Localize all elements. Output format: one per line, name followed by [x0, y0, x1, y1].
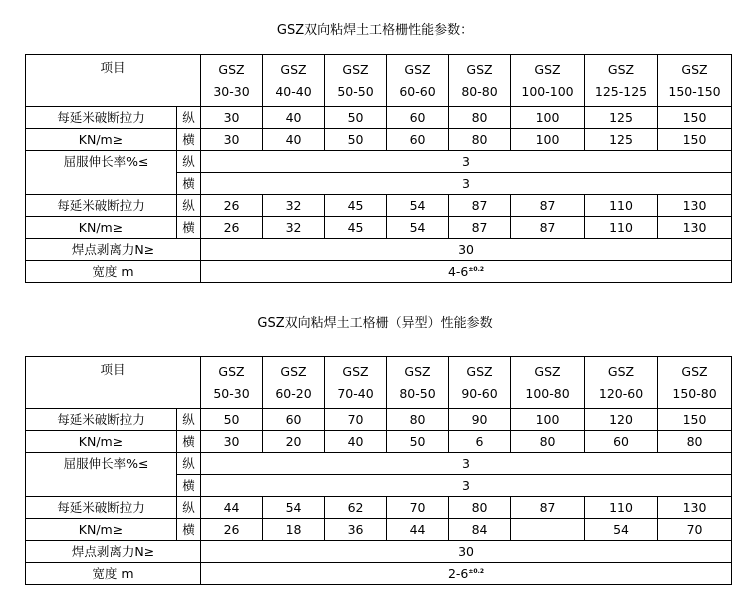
- dir-transverse: 横: [177, 475, 201, 497]
- table-cell: 54: [387, 195, 449, 217]
- dir-transverse: 横: [177, 217, 201, 239]
- model-header: GSZ 70-40: [325, 357, 387, 409]
- table-cell: 125: [585, 107, 658, 129]
- table-cell: 70: [325, 409, 387, 431]
- table-cell: 3: [201, 173, 732, 195]
- item-header: 项目: [26, 55, 201, 107]
- table1-title: GSZ双向粘焊土工格栅性能参数：: [276, 23, 474, 38]
- table-cell: 54: [263, 497, 325, 519]
- header-row: [26, 357, 732, 409]
- table-cell: 40: [263, 129, 325, 151]
- width-label: 宽度 m: [26, 563, 201, 585]
- table-cell: 80: [449, 497, 511, 519]
- table-cell: 30: [201, 107, 263, 129]
- table-row: [26, 409, 732, 431]
- tensile-label-line1: 每延米破断拉力: [26, 107, 177, 129]
- table-cell: 32: [263, 217, 325, 239]
- tolerance-superscript: ±0.2: [468, 266, 485, 273]
- table-cell: 100: [511, 129, 585, 151]
- model-header: GSZ 80-50: [387, 357, 449, 409]
- table-cell: 120: [585, 409, 658, 431]
- table-cell: 50: [201, 409, 263, 431]
- model-header: GSZ 80-80: [449, 55, 511, 107]
- table-cell: 100: [511, 409, 585, 431]
- table-cell: 50: [325, 107, 387, 129]
- yield-label: 屈服伸长率%≤: [26, 453, 177, 497]
- model-header: GSZ 100-100: [511, 55, 585, 107]
- table-row: [26, 129, 732, 151]
- spec-table-2: [25, 356, 732, 585]
- table-cell: 87: [511, 217, 585, 239]
- table-cell: 3: [201, 475, 732, 497]
- table-row: [26, 541, 732, 563]
- table-row: [26, 497, 732, 519]
- peel-label: 焊点剥离力N≥: [26, 239, 201, 261]
- table-cell: 60: [263, 409, 325, 431]
- table-cell: 32: [263, 195, 325, 217]
- tensile-label-line2: KN/m≥: [26, 217, 177, 239]
- table-row: [26, 195, 732, 217]
- table-cell: 130: [658, 217, 732, 239]
- dir-longitudinal: 纵: [177, 195, 201, 217]
- table-cell: 130: [658, 195, 732, 217]
- dir-longitudinal: 纵: [177, 497, 201, 519]
- table-cell: 30: [201, 129, 263, 151]
- model-header: GSZ 60-20: [263, 357, 325, 409]
- table-cell: 3: [201, 151, 732, 173]
- dir-transverse: 横: [177, 431, 201, 453]
- spec-table-1: [25, 54, 732, 283]
- table-cell: 80: [449, 129, 511, 151]
- model-header: GSZ 100-80: [511, 357, 585, 409]
- table-cell: 150: [658, 107, 732, 129]
- table-cell: 125: [585, 129, 658, 151]
- tensile-label-line2: KN/m≥: [26, 519, 177, 541]
- table-cell: 110: [585, 217, 658, 239]
- model-header: GSZ 30-30: [201, 55, 263, 107]
- table-row: [26, 107, 732, 129]
- tensile-label-line2: KN/m≥: [26, 129, 177, 151]
- table-cell: 110: [585, 195, 658, 217]
- table-cell: 54: [387, 217, 449, 239]
- width-label: 宽度 m: [26, 261, 201, 283]
- table-cell: 87: [511, 195, 585, 217]
- table-cell: 3: [201, 453, 732, 475]
- table-cell: 100: [511, 107, 585, 129]
- table-cell: 26: [201, 519, 263, 541]
- table-row: [26, 239, 732, 261]
- table-cell: [511, 519, 585, 541]
- table-row: [26, 431, 732, 453]
- table-cell: 70: [658, 519, 732, 541]
- table-cell: 60: [585, 431, 658, 453]
- table-cell: 45: [325, 195, 387, 217]
- peel-label: 焊点剥离力N≥: [26, 541, 201, 563]
- table-cell: 40: [325, 431, 387, 453]
- model-header: GSZ 90-60: [449, 357, 511, 409]
- model-header: GSZ 150-150: [658, 55, 732, 107]
- table-cell: 62: [325, 497, 387, 519]
- table-cell: 87: [449, 195, 511, 217]
- width-value: $4-6^{\pm 0.2}$: [201, 261, 732, 283]
- table-cell: 87: [511, 497, 585, 519]
- table-cell: 44: [387, 519, 449, 541]
- table-cell: 60: [387, 129, 449, 151]
- dir-transverse: 横: [177, 173, 201, 195]
- table-cell: 26: [201, 195, 263, 217]
- table-cell: 30: [201, 239, 732, 261]
- model-header: GSZ 50-50: [325, 55, 387, 107]
- dir-longitudinal: 纵: [177, 409, 201, 431]
- table-cell: 80: [449, 107, 511, 129]
- table-cell: 30: [201, 431, 263, 453]
- table-cell: 26: [201, 217, 263, 239]
- table-cell: 87: [449, 217, 511, 239]
- table-row: [26, 563, 732, 585]
- table-cell: 70: [387, 497, 449, 519]
- table-cell: 30: [201, 541, 732, 563]
- model-header: GSZ 40-40: [263, 55, 325, 107]
- model-header: GSZ 125-125: [585, 55, 658, 107]
- tolerance-superscript: ±0.2: [468, 568, 485, 575]
- table-cell: 90: [449, 409, 511, 431]
- table-cell: 36: [325, 519, 387, 541]
- dir-transverse: 横: [177, 129, 201, 151]
- model-header: GSZ 120-60: [585, 357, 658, 409]
- table-cell: 40: [263, 107, 325, 129]
- table-cell: 80: [387, 409, 449, 431]
- table-row: [26, 217, 732, 239]
- table-cell: 80: [658, 431, 732, 453]
- dir-longitudinal: 纵: [177, 151, 201, 173]
- table-cell: 80: [511, 431, 585, 453]
- tensile-label-line1: 每延米破断拉力: [26, 409, 177, 431]
- table-row: [26, 453, 732, 475]
- dir-transverse: 横: [177, 519, 201, 541]
- tensile-label-line2: KN/m≥: [26, 431, 177, 453]
- table2-title: GSZ双向粘焊土工格栅（异型）性能参数: [257, 316, 493, 331]
- table-cell: 50: [325, 129, 387, 151]
- yield-label: 屈服伸长率%≤: [26, 151, 177, 195]
- table-row: [26, 151, 732, 173]
- width-value: $2-6^{\pm 0.2}$: [201, 563, 732, 585]
- table-cell: 44: [201, 497, 263, 519]
- table-row: [26, 261, 732, 283]
- header-row: [26, 55, 732, 107]
- table-row: [26, 519, 732, 541]
- table-cell: 150: [658, 409, 732, 431]
- table-cell: 84: [449, 519, 511, 541]
- table-cell: 45: [325, 217, 387, 239]
- tensile-label-line1: 每延米破断拉力: [26, 497, 177, 519]
- table-cell: 20: [263, 431, 325, 453]
- table-cell: 6: [449, 431, 511, 453]
- table-cell: 150: [658, 129, 732, 151]
- model-header: GSZ 150-80: [658, 357, 732, 409]
- table-cell: 50: [387, 431, 449, 453]
- table-cell: 130: [658, 497, 732, 519]
- table-cell: 18: [263, 519, 325, 541]
- table-cell: 110: [585, 497, 658, 519]
- dir-longitudinal: 纵: [177, 107, 201, 129]
- dir-longitudinal: 纵: [177, 453, 201, 475]
- model-header: GSZ 60-60: [387, 55, 449, 107]
- item-header: 项目: [26, 357, 201, 409]
- table-cell: 60: [387, 107, 449, 129]
- model-header: GSZ 50-30: [201, 357, 263, 409]
- tensile-label-line1: 每延米破断拉力: [26, 195, 177, 217]
- table-cell: 54: [585, 519, 658, 541]
